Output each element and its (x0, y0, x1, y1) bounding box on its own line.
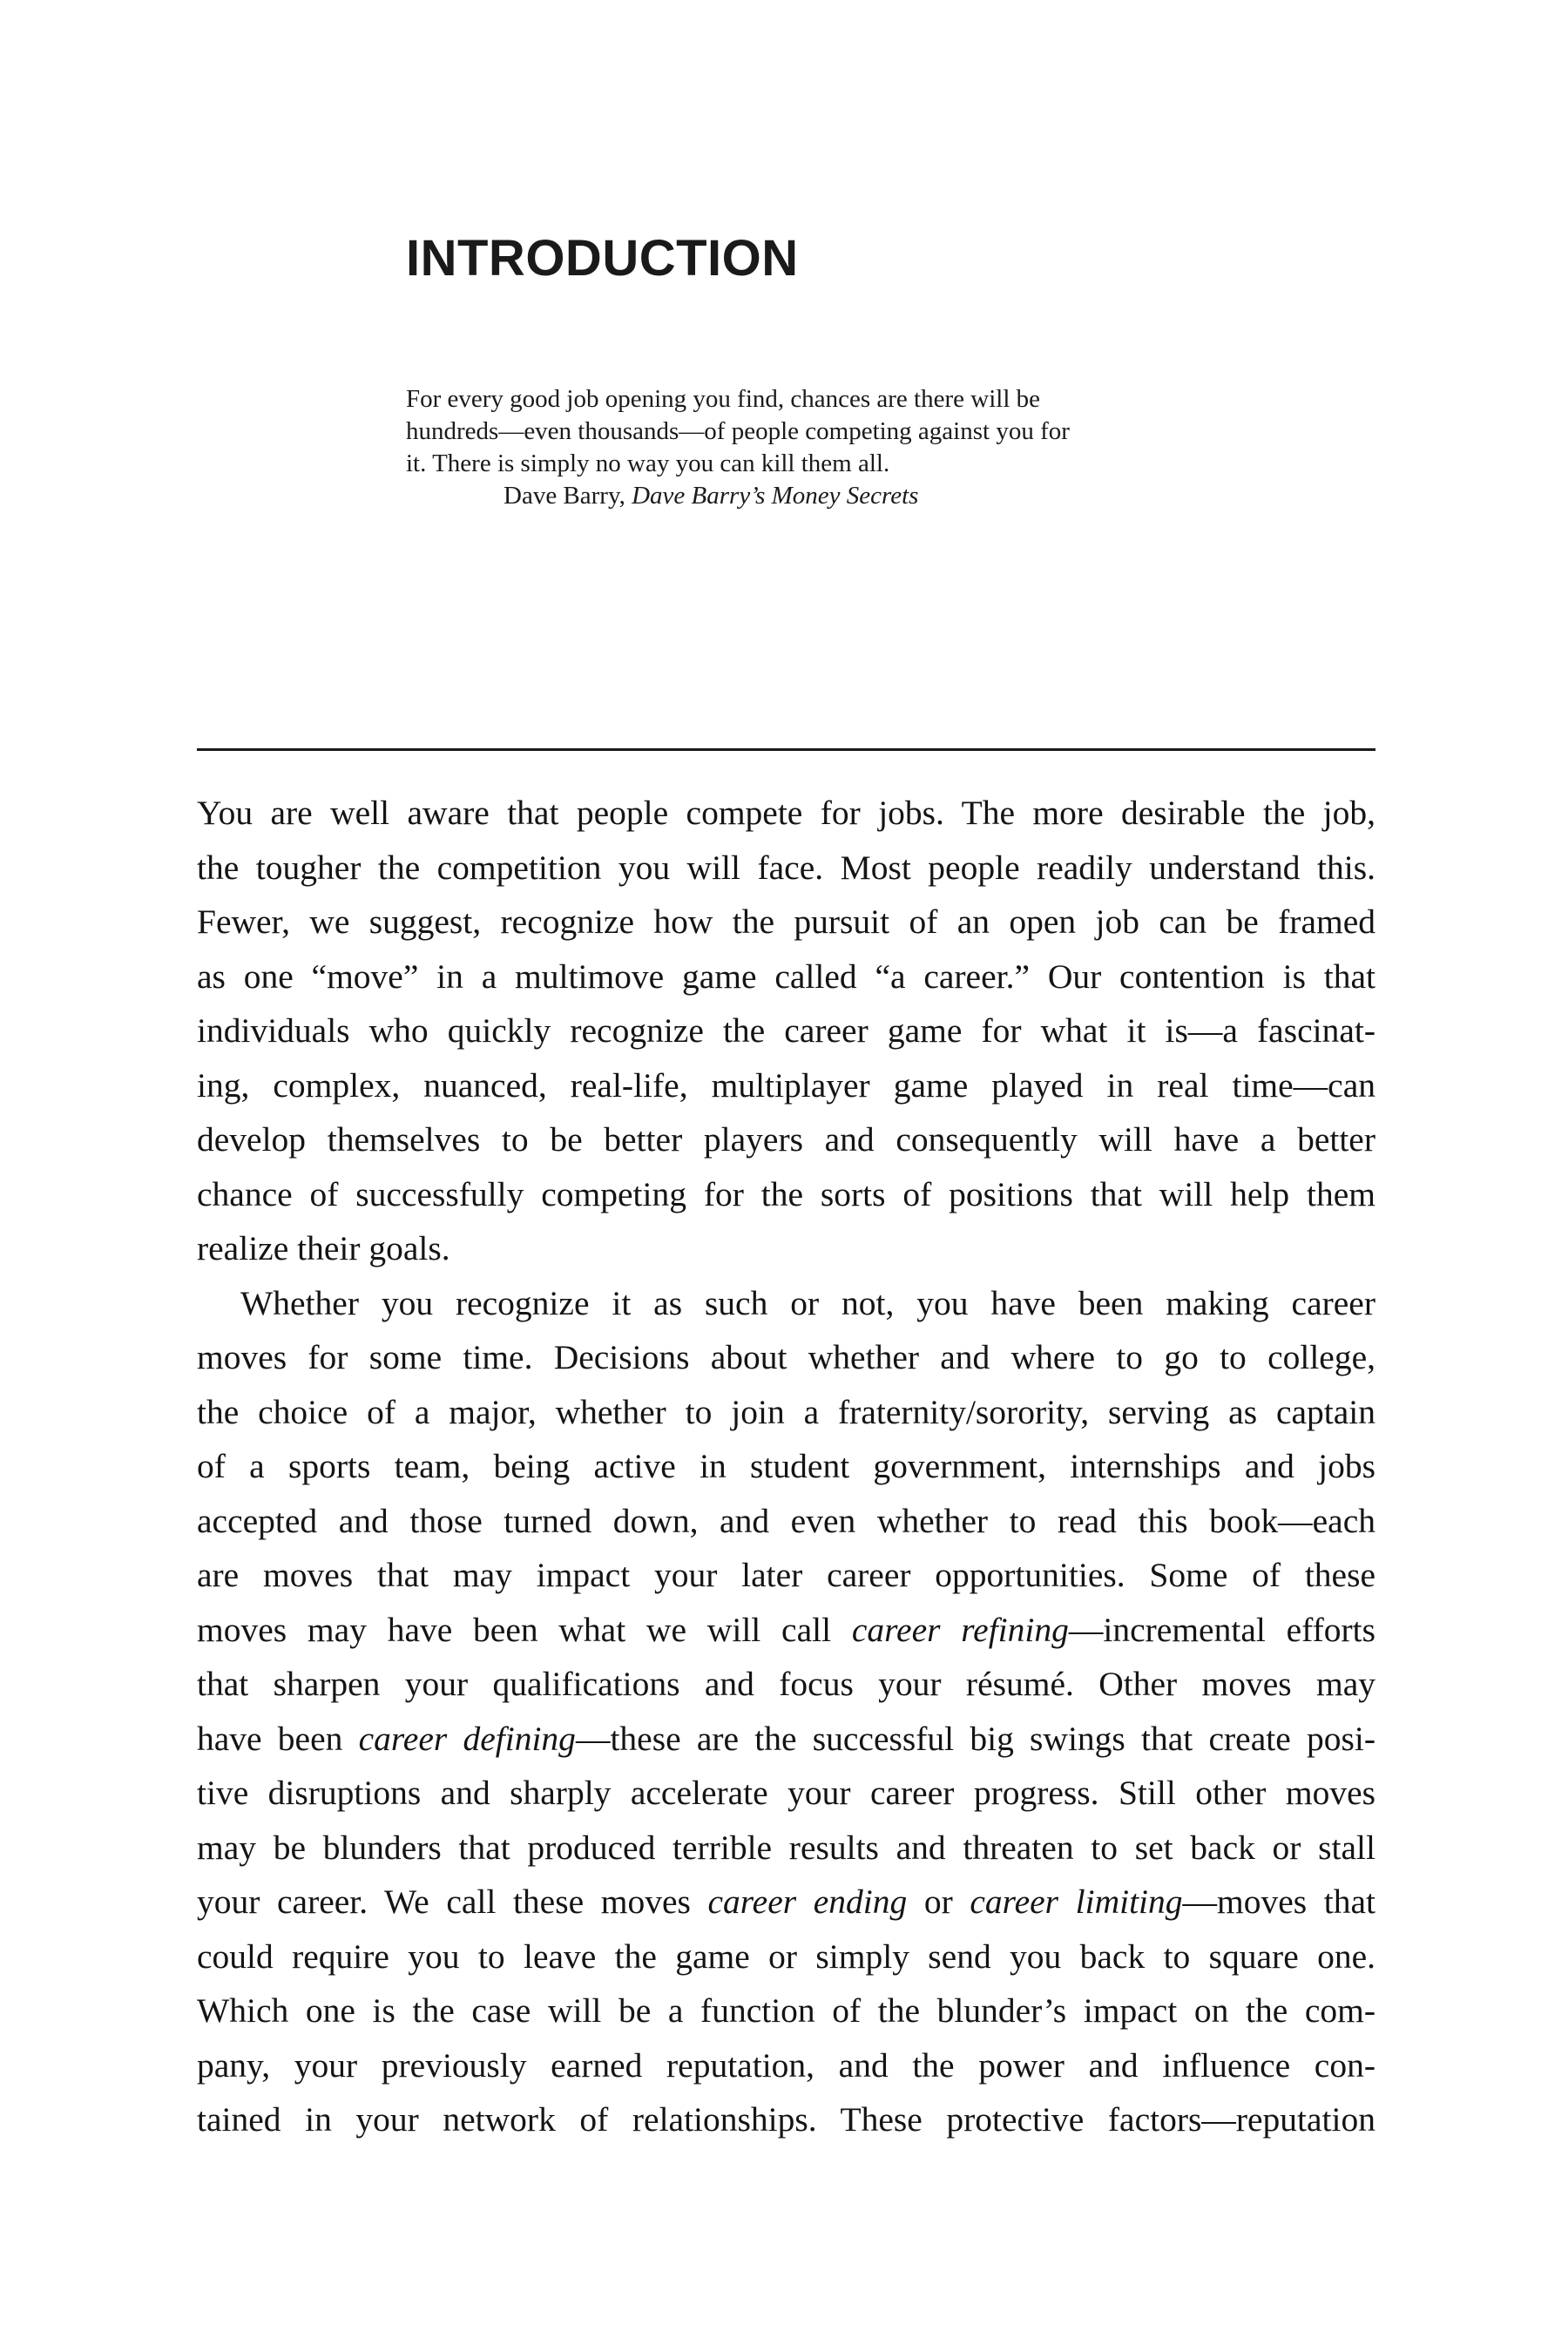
text-line (197, 1712, 1375, 1767)
text-run: —incremental efforts (1068, 1610, 1375, 1649)
attribution-source: Dave Barry’s Money Secrets (632, 482, 919, 510)
chapter-title: INTRODUCTION (406, 230, 799, 287)
text-line: develop themselves to be better players and consequently will have a better (197, 1120, 1375, 1159)
text-run: moves may have been what we will call (197, 1610, 852, 1649)
text-line: may be blunders that produced terrible results and threaten to set back or stall (197, 1828, 1375, 1867)
text-line: the tougher the competition you will face. Most people readily understand this. (197, 848, 1375, 887)
epigraph-line: For every good job opening you find, chances are there will be (406, 385, 1041, 413)
text-line: tive disruptions and sharply accelerate your career progress. Still other moves (197, 1774, 1375, 1812)
text-run: have been (197, 1719, 359, 1758)
text-line (197, 1875, 1375, 1930)
text-run: —these are the successful big swings that create posi- (575, 1719, 1375, 1758)
text-run: or (907, 1882, 970, 1921)
text-line: as one “move” in a multimove game called “a career.” Our contention is that (197, 956, 1375, 996)
text-line: realize their goals. (197, 1229, 450, 1267)
text-line: moves for some time. Decisions about whether and where to go to college, (197, 1338, 1375, 1376)
text-line: ing, complex, nuanced, real-life, multiplayer game played in real time—can (197, 1065, 1375, 1105)
epigraph-line: it. There is simply no way you can kill them all. (406, 449, 890, 477)
text-line (197, 1603, 1375, 1658)
paragraph-1 (197, 786, 1375, 1276)
text-line: tained in your network of relationships. These protective factors—reputation (197, 2100, 1375, 2139)
epigraph (406, 383, 1190, 512)
term-career-refining: career refining (851, 1610, 1069, 1649)
text-line: chance of successfully competing for the sorts of positions that will help them (197, 1174, 1375, 1213)
section-divider (197, 748, 1375, 751)
attribution-author: Dave Barry, (504, 482, 632, 510)
paragraph-2 (197, 1276, 1375, 2147)
text-run: your career. We call these moves (197, 1882, 708, 1921)
text-line: Fewer, we suggest, recognize how the pursuit of an open job can be framed (197, 902, 1375, 941)
term-career-defining: career defining (358, 1719, 576, 1758)
text-line: accepted and those turned down, and even whether to read this book—each (197, 1501, 1375, 1540)
text-line: that sharpen your qualifications and focus your résumé. Other moves may (197, 1665, 1375, 1703)
text-line: are moves that may impact your later career opportunities. Some of these (197, 1556, 1375, 1594)
text-line: You are well aware that people compete for jobs. The more desirable the job, (197, 794, 1375, 832)
text-run: —moves that (1182, 1882, 1375, 1921)
text-line: of a sports team, being active in student government, internships and jobs (197, 1447, 1375, 1485)
term-career-limiting: career limiting (970, 1882, 1183, 1921)
text-line: Which one is the case will be a function of the blunder’s impact on the com- (197, 1991, 1375, 2030)
text-line: individuals who quickly recognize the career game for what it is—a fascinat- (197, 1011, 1375, 1050)
text-line: could require you to leave the game or simply send you back to square one. (197, 1936, 1375, 1976)
body-text (197, 786, 1375, 2147)
epigraph-line: hundreds—even thousands—of people competing against you for (406, 417, 1070, 445)
term-career-ending: career ending (707, 1882, 908, 1921)
text-line: pany, your previously earned reputation, and the power and influence con- (197, 2045, 1375, 2085)
text-line: the choice of a major, whether to join a fraternity/sorority, serving as captain (197, 1392, 1375, 1431)
text-line: Whether you recognize it as such or not, you have been making career (240, 1283, 1375, 1322)
epigraph-attribution (406, 480, 1190, 512)
